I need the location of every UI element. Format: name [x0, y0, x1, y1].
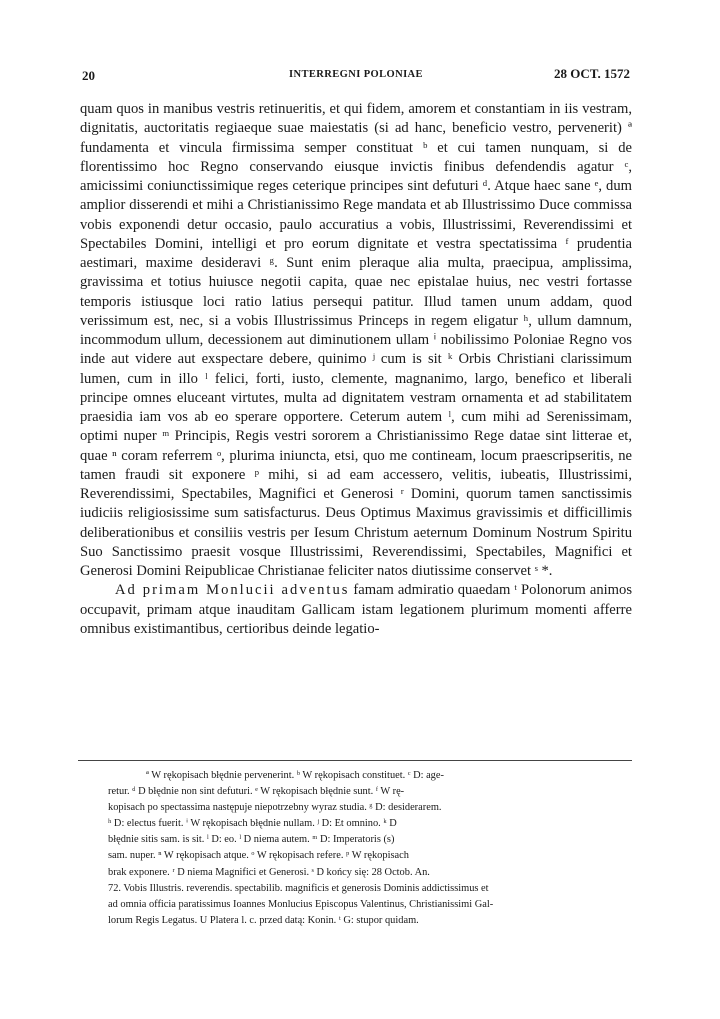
- footnote-line: sam. nuper. ⁿ W rękopisach atque. ᵒ W rękopisach refere. ᵖ W rękopisach: [108, 850, 409, 862]
- footnote-line: ʰ D: electus fuerit. ⁱ W rękopisach błędnie nullam. ʲ D: Et omnino. ᵏ D: [108, 818, 397, 830]
- footnote-line: ª W rękopisach błędnie pervenerint. ᵇ W rękopisach constituet. ᶜ D: age-: [146, 770, 444, 781]
- footnote-line: lorum Regis Legatus. U Platera l. c. przed datą: Konin. ᵗ G: stupor quidam.: [108, 914, 419, 926]
- paragraph-1: quam quos in manibus vestris retinueritis, et qui fidem, amorem et constantiam in iis vestram, dignitatis, auctoritatis regiaeque suae maiestatis (si ad hanc, beneficio vestro, pervenerit) ª fundamenta et vincula firmissima semper constituat ᵇ et cui tamen nunquam, si de florentissimo hoc Regno conservando eiusque invictis finibus defendendis agatur ᶜ, amicissimi coniunctissimique reges ceterique principes sint defuturi ᵈ. Atque haec sane ᵉ, dum amplior disserendi et mihi a Christianissimo Rege mandata et ab Illustrissimo Duce commissa vobis exponendi detur occasio, paulo accuratius a vobis, Illustrissimi, Reverendissimi et Spectabiles Domini, intelligi et pro eorum dignitate et vestra spectatissima ᶠ prudentia aestimari, maxime desideravi ᵍ. Sunt enim pleraque alia multa, praecipua, amplissima, gravissima et totius huiusce negotii capita, quae nec epistalae huius, nec vestri fortasse temporis istiusque loci ratio latius persequi patitur. Illud tamen unum addam, quod verissimum est, nec, si a vobis Illustrissimus Princeps in regem eligatur ʰ, ullum damnum, incommodum ullum, decessionem aut diminutionem ullam ⁱ nobilissimo Poloniae Regno vos inde aut videre aut exspectare debere, quinimo ʲ cum is sit ᵏ Orbis Christiani clarissimum lumen, cum in illo ˡ felici, forti, iusto, clemente, magnanimo, largo, benefico et liberali principe omnes eluceant virtutes, multa ad dignitatem vestram ornamenta et ad stabilitatem praesidia iam vos ab eo sperare opportere. Ceterum autem ˡ, cum mihi ad Serenissimam, optimi nuper ᵐ Principis, Regis vestri sororem a Christianissimo Rege datae sint litterae et, quae ⁿ coram referrem ᵒ, plurima iniuncta, etsi, quo me contineam, locum praescripseritis, ne tamen fraudi sit exponere ᵖ mihi, si ad eam accessero, velitis, iubeatis, Illustrissimi, Reverendissimi, Spectabiles, Magnifici et Generosi ʳ Domini, quorum tamen sanctissimis iudiciis religiosissime sum satisfacturus. Deus Optimus Maximus gravissimis et difficillimis deliberationibus et consiliis vestris per Iesum Christum aeternum Dominum Nostrum Spiritu Suo Sanctissimo praesit vosque Illustrissimi, Reverendissimi, Spectabiles, Magnifici et Generosi Domini Reipublicae Christianae feliciter natos diutissime conservet ˢ *.: [80, 101, 632, 579]
- footnote-line: retur. ᵈ D błędnie non sint defuturi. ᵉ W rękopisach błędnie sunt. ᶠ W rę-: [108, 786, 405, 798]
- footnote-divider: [78, 760, 632, 761]
- paragraph-2-text: famam admiratio quaedam ᵗ Polonorum animos occupavit, primam atque inauditam Gallicam istam legationem plurimum momenti afferre omnibus existimantibus, certioribus deinde legatio-: [80, 582, 632, 637]
- footnote-line: brak exponere. ʳ D niema Magnifici et Generosi. ˢ D końcy się: 28 Octob. An.: [108, 866, 430, 878]
- header-date: 28 OCT. 1572: [554, 66, 630, 81]
- footnote-line: ad omnia officia paratissimus Ioannes Monlucius Episcopus Valentinus, Christianissimi Gal-: [108, 898, 494, 910]
- footnotes: [110, 768, 622, 929]
- footnote-line: 72. Vobis Illustris. reverendis. spectabilib. magnificis et generosis Dominis addictissimus et: [108, 882, 489, 894]
- spaced-phrase: Ad primam Monlucii adventus: [115, 582, 350, 599]
- footnote-line: błędnie sitis sam. is sit. ˡ D: eo. ˡ D niema autem. ᵐ D: Imperatoris (s): [108, 834, 395, 846]
- paragraph-2: [80, 581, 632, 639]
- main-text: [80, 100, 632, 639]
- footnote-line: kopisach po spectassima następuje niepotrzebny wyraz studia. ᵍ D: desiderarem.: [108, 802, 442, 814]
- running-header: [82, 66, 630, 86]
- page-number: 20: [82, 68, 95, 83]
- running-title: INTERREGNI POLONIAE: [289, 69, 423, 80]
